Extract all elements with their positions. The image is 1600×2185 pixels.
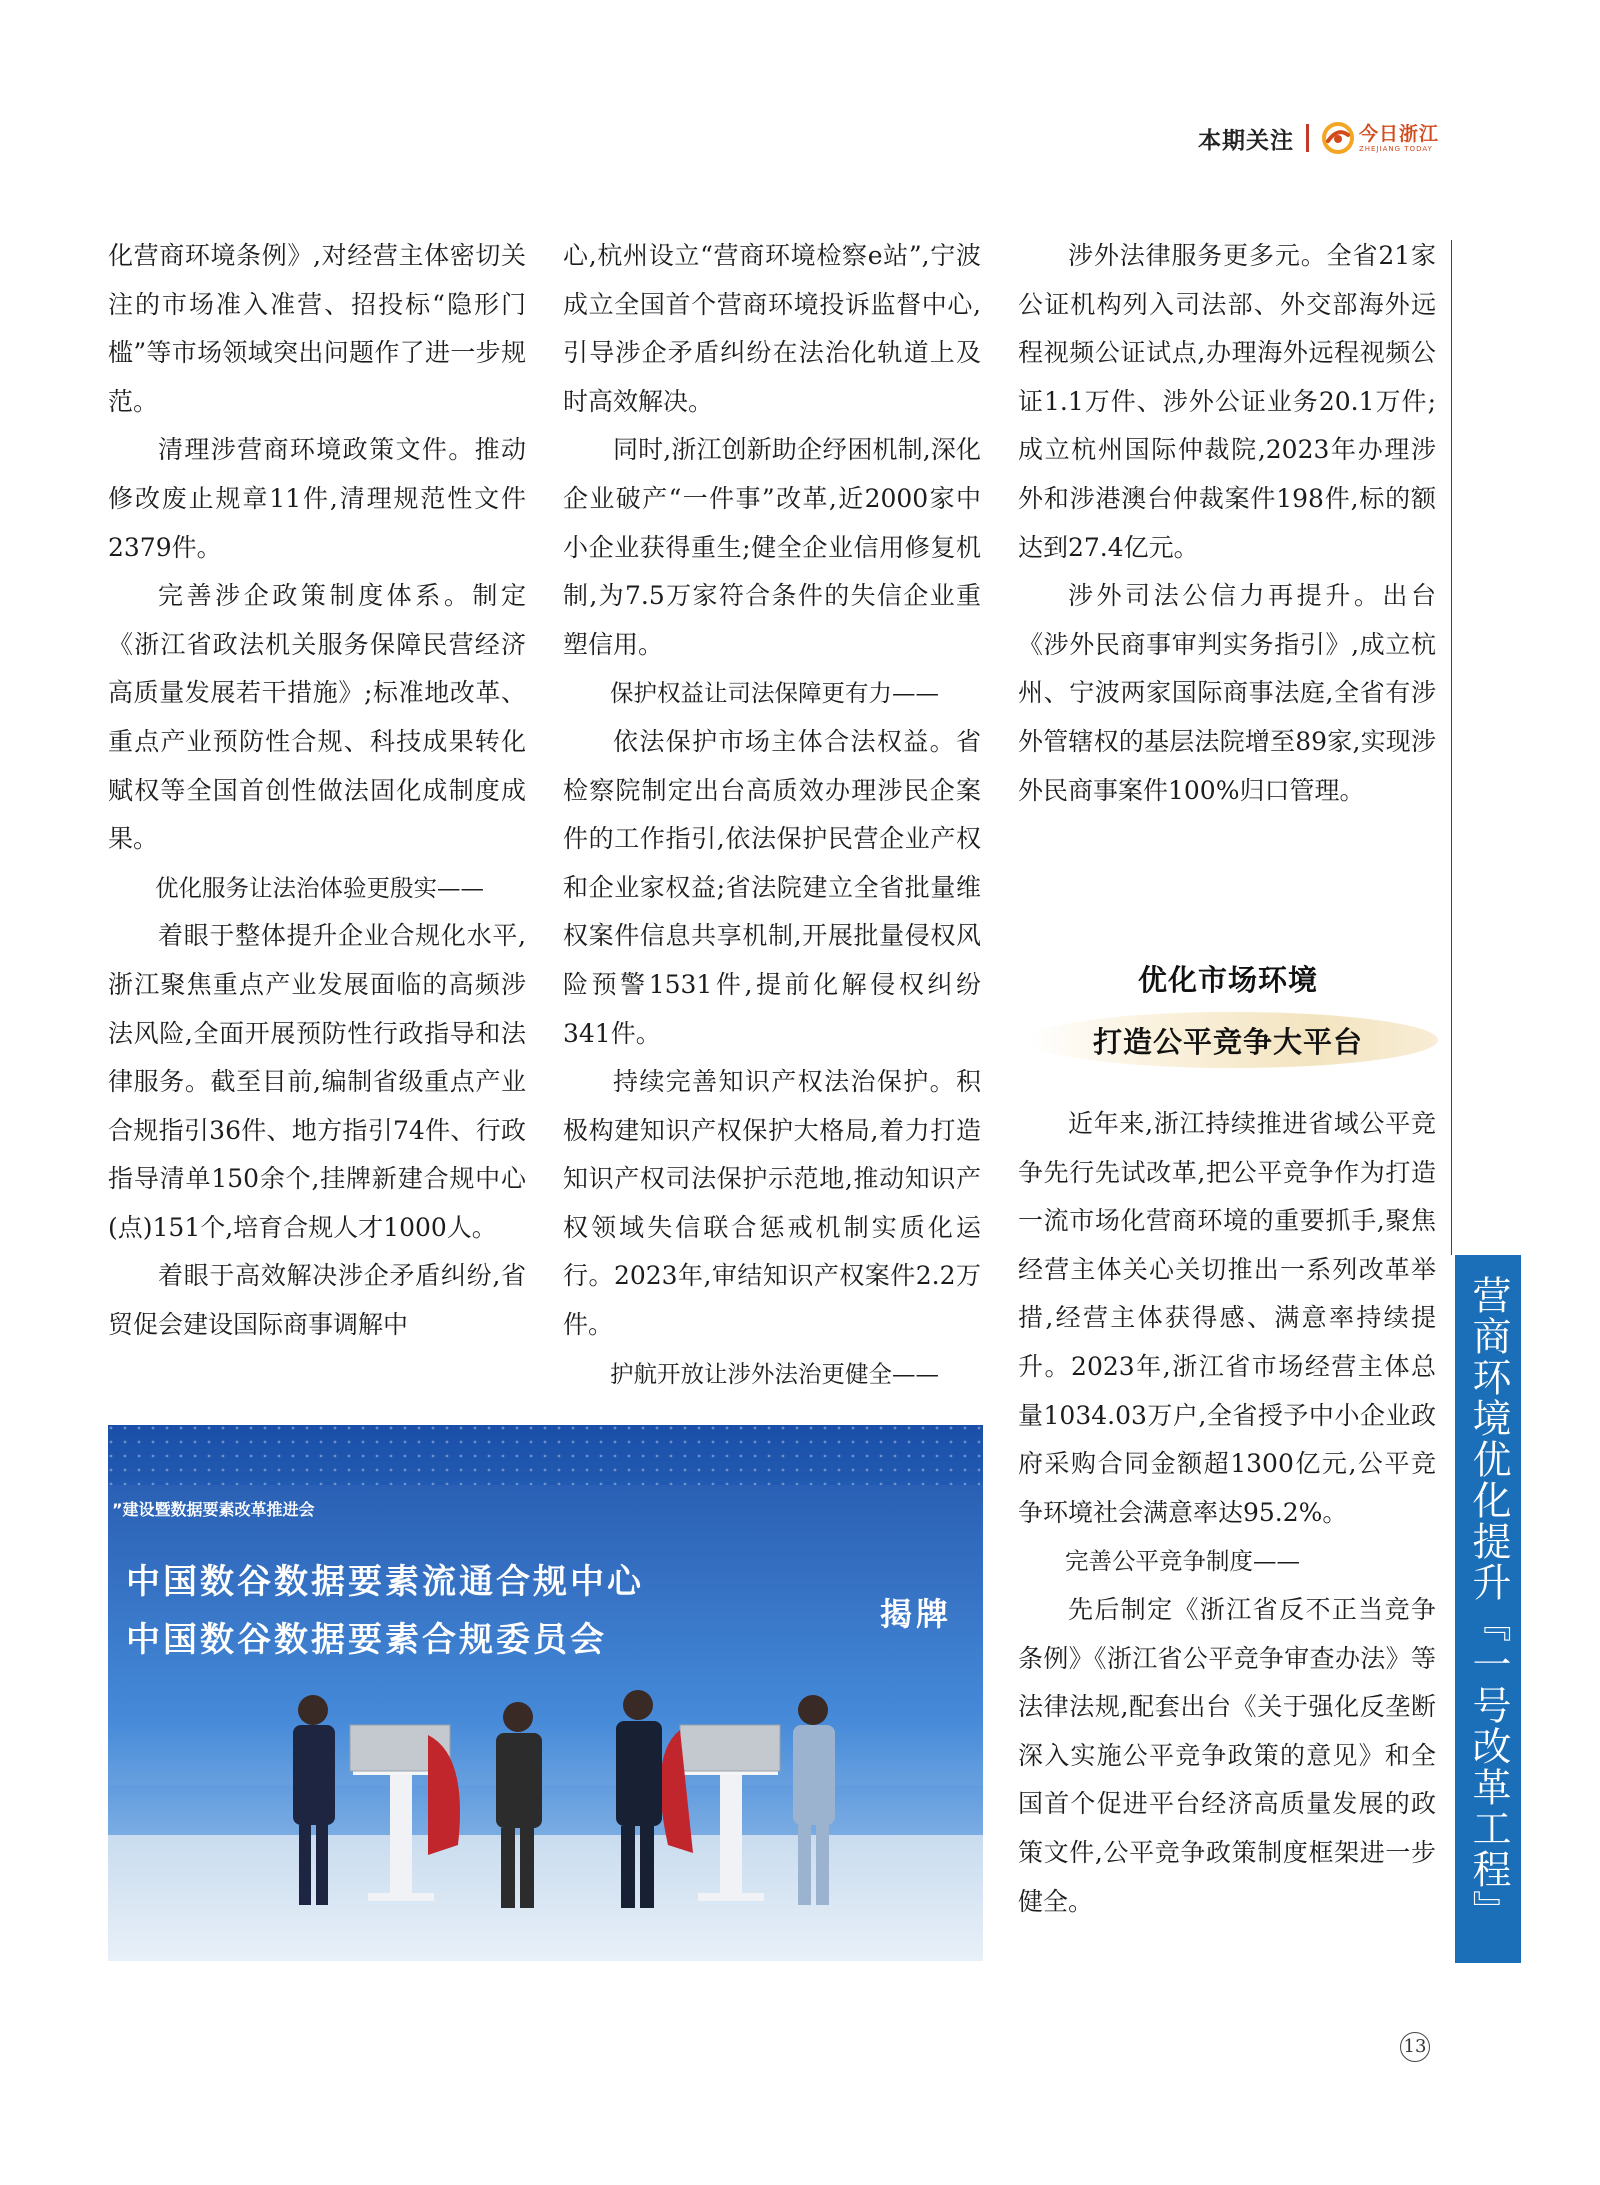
header-divider (1306, 124, 1309, 152)
heading-line-1: 优化市场环境 (1137, 963, 1318, 997)
paragraph: 持续完善知识产权法治保护。积极构建知识产权保护大格局,着力打造知识产权司法保护示范地,推动知识产权领域失信联合惩戒机制实质化运行。2023年,审结知识产权案件2.2万件。 (563, 1067, 981, 1340)
paragraph: 心,杭州设立“营商环境检察e站”,宁波成立全国首个营商环境投诉监督中心,引导涉企矛盾纠纷在法治化轨道上及时高效解决。 (563, 241, 981, 416)
page-header (1198, 118, 1439, 158)
banner-right-text: 揭牌 (880, 1595, 953, 1633)
paragraph: 完善涉企政策制度体系。制定《浙江省政法机关服务保障民营经济高质量发展若干措施》;标准地改革、重点产业预防性合规、科技成果转化赋权等全国首创性做法固化成制度成果。 (108, 581, 526, 854)
paragraph: 着眼于高效解决涉企矛盾纠纷,省贸促会建设国际商事调解中 (108, 1261, 526, 1340)
banner-line-2: 中国数谷数据要素合规委员会 (126, 1620, 607, 1660)
section-label: 本期关注 (1198, 127, 1294, 154)
section-heading (1018, 950, 1438, 1075)
page-number: 13 (1400, 2032, 1430, 2062)
logo-english-text: ZHEJIANG TODAY (1359, 144, 1433, 153)
banner-line-1: 中国数谷数据要素流通合规中心 (126, 1562, 644, 1602)
logo-chinese-text: 今日浙江 (1359, 122, 1440, 145)
article-column-3-top (1018, 232, 1436, 815)
paragraph: 先后制定《浙江省反不正当竞争条例》《浙江省公平竞争审查办法》等法律法规,配套出台《关于强化反垄断深入实施公平竞争政策的意见》和全国首个促进平台经济高质量发展的政策文件,公平竞争政策制度框架进一步健全。 (1018, 1594, 1436, 1916)
paragraph: 近年来,浙江持续推进省域公平竞争先行先试改革,把公平竞争作为打造一流市场化营商环境的重要抓手,聚焦经营主体关心关切推出一系列改革举措,经营主体获得感、满意率持续提升。2023年,浙江省市场经营主体总量1034.03万户,全省授予中小企业政府采购合同金额超1300亿元,公平竞争环境社会满意率达95.2%。 (1018, 1109, 1436, 1527)
side-tab-text: 营商环境优化提升『一号改革工程』 (1466, 1275, 1511, 1931)
side-tab (1455, 1255, 1521, 1963)
unveiling-ceremony-photo (108, 1425, 983, 1961)
magazine-logo (1321, 121, 1439, 155)
heading-line-2: 打造公平竞争大平台 (1092, 1025, 1363, 1059)
sub-heading: 护航开放让涉外法治更健全—— (610, 1359, 939, 1388)
paragraph: 着眼于整体提升企业合规化水平,浙江聚焦重点产业发展面临的高频涉法风险,全面开展预防性行政指导和法律服务。截至目前,编制省级重点产业合规指引36件、地方指引74件、行政指导清单150余个,挂牌新建合规中心(点)151个,培育合规人才1000人。 (108, 921, 526, 1242)
article-column-3-bottom (1018, 1100, 1436, 1926)
paragraph: 清理涉营商环境政策文件。推动修改废止规章11件,清理规范性文件2379件。 (108, 435, 526, 562)
article-column-1 (108, 232, 526, 1350)
sub-heading: 完善公平竞争制度—— (1065, 1547, 1300, 1576)
paragraph: 化营商环境条例》,对经营主体密切关注的市场准入准营、招投标“隐形门槛”等市场领域突出问题作了进一步规范。 (108, 241, 526, 416)
paragraph: 涉外法律服务更多元。全省21家公证机构列入司法部、外交部海外远程视频公证试点,办理海外远程视频公证1.1万件、涉外公证业务20.1万件;成立杭州国际仲裁院,2023年办理涉外和涉港澳台仲裁案件198件,标的额达到27.4亿元。 (1018, 241, 1436, 562)
logo-swirl-icon (1321, 121, 1355, 155)
paragraph: 涉外司法公信力再提升。出台《涉外民商事审判实务指引》,成立杭州、宁波两家国际商事法庭,全省有涉外管辖权的基层法院增至89家,实现涉外民商事案件100%归口管理。 (1018, 581, 1436, 805)
sub-heading: 保护权益让司法保障更有力—— (610, 679, 939, 708)
sub-heading: 优化服务让法治体验更殷实—— (155, 873, 484, 902)
paragraph: 依法保护市场主体合法权益。省检察院制定出台高质效办理涉民企案件的工作指引,依法保护民营企业产权和企业家权益;省法院建立全省批量维权案件信息共享机制,开展批量侵权风险预警1531件,提前化解侵权纠纷341件。 (563, 726, 981, 1048)
article-column-2 (563, 232, 981, 1398)
event-photo (108, 1425, 983, 1961)
side-rule (1451, 240, 1452, 1255)
banner-top-text: ”建设暨数据要素改革推进会 (112, 1500, 315, 1519)
paragraph: 同时,浙江创新助企纾困机制,深化企业破产“一件事”改革,近2000家中小企业获得重生;健全企业信用修复机制,为7.5万家符合条件的失信企业重塑信用。 (563, 435, 981, 659)
